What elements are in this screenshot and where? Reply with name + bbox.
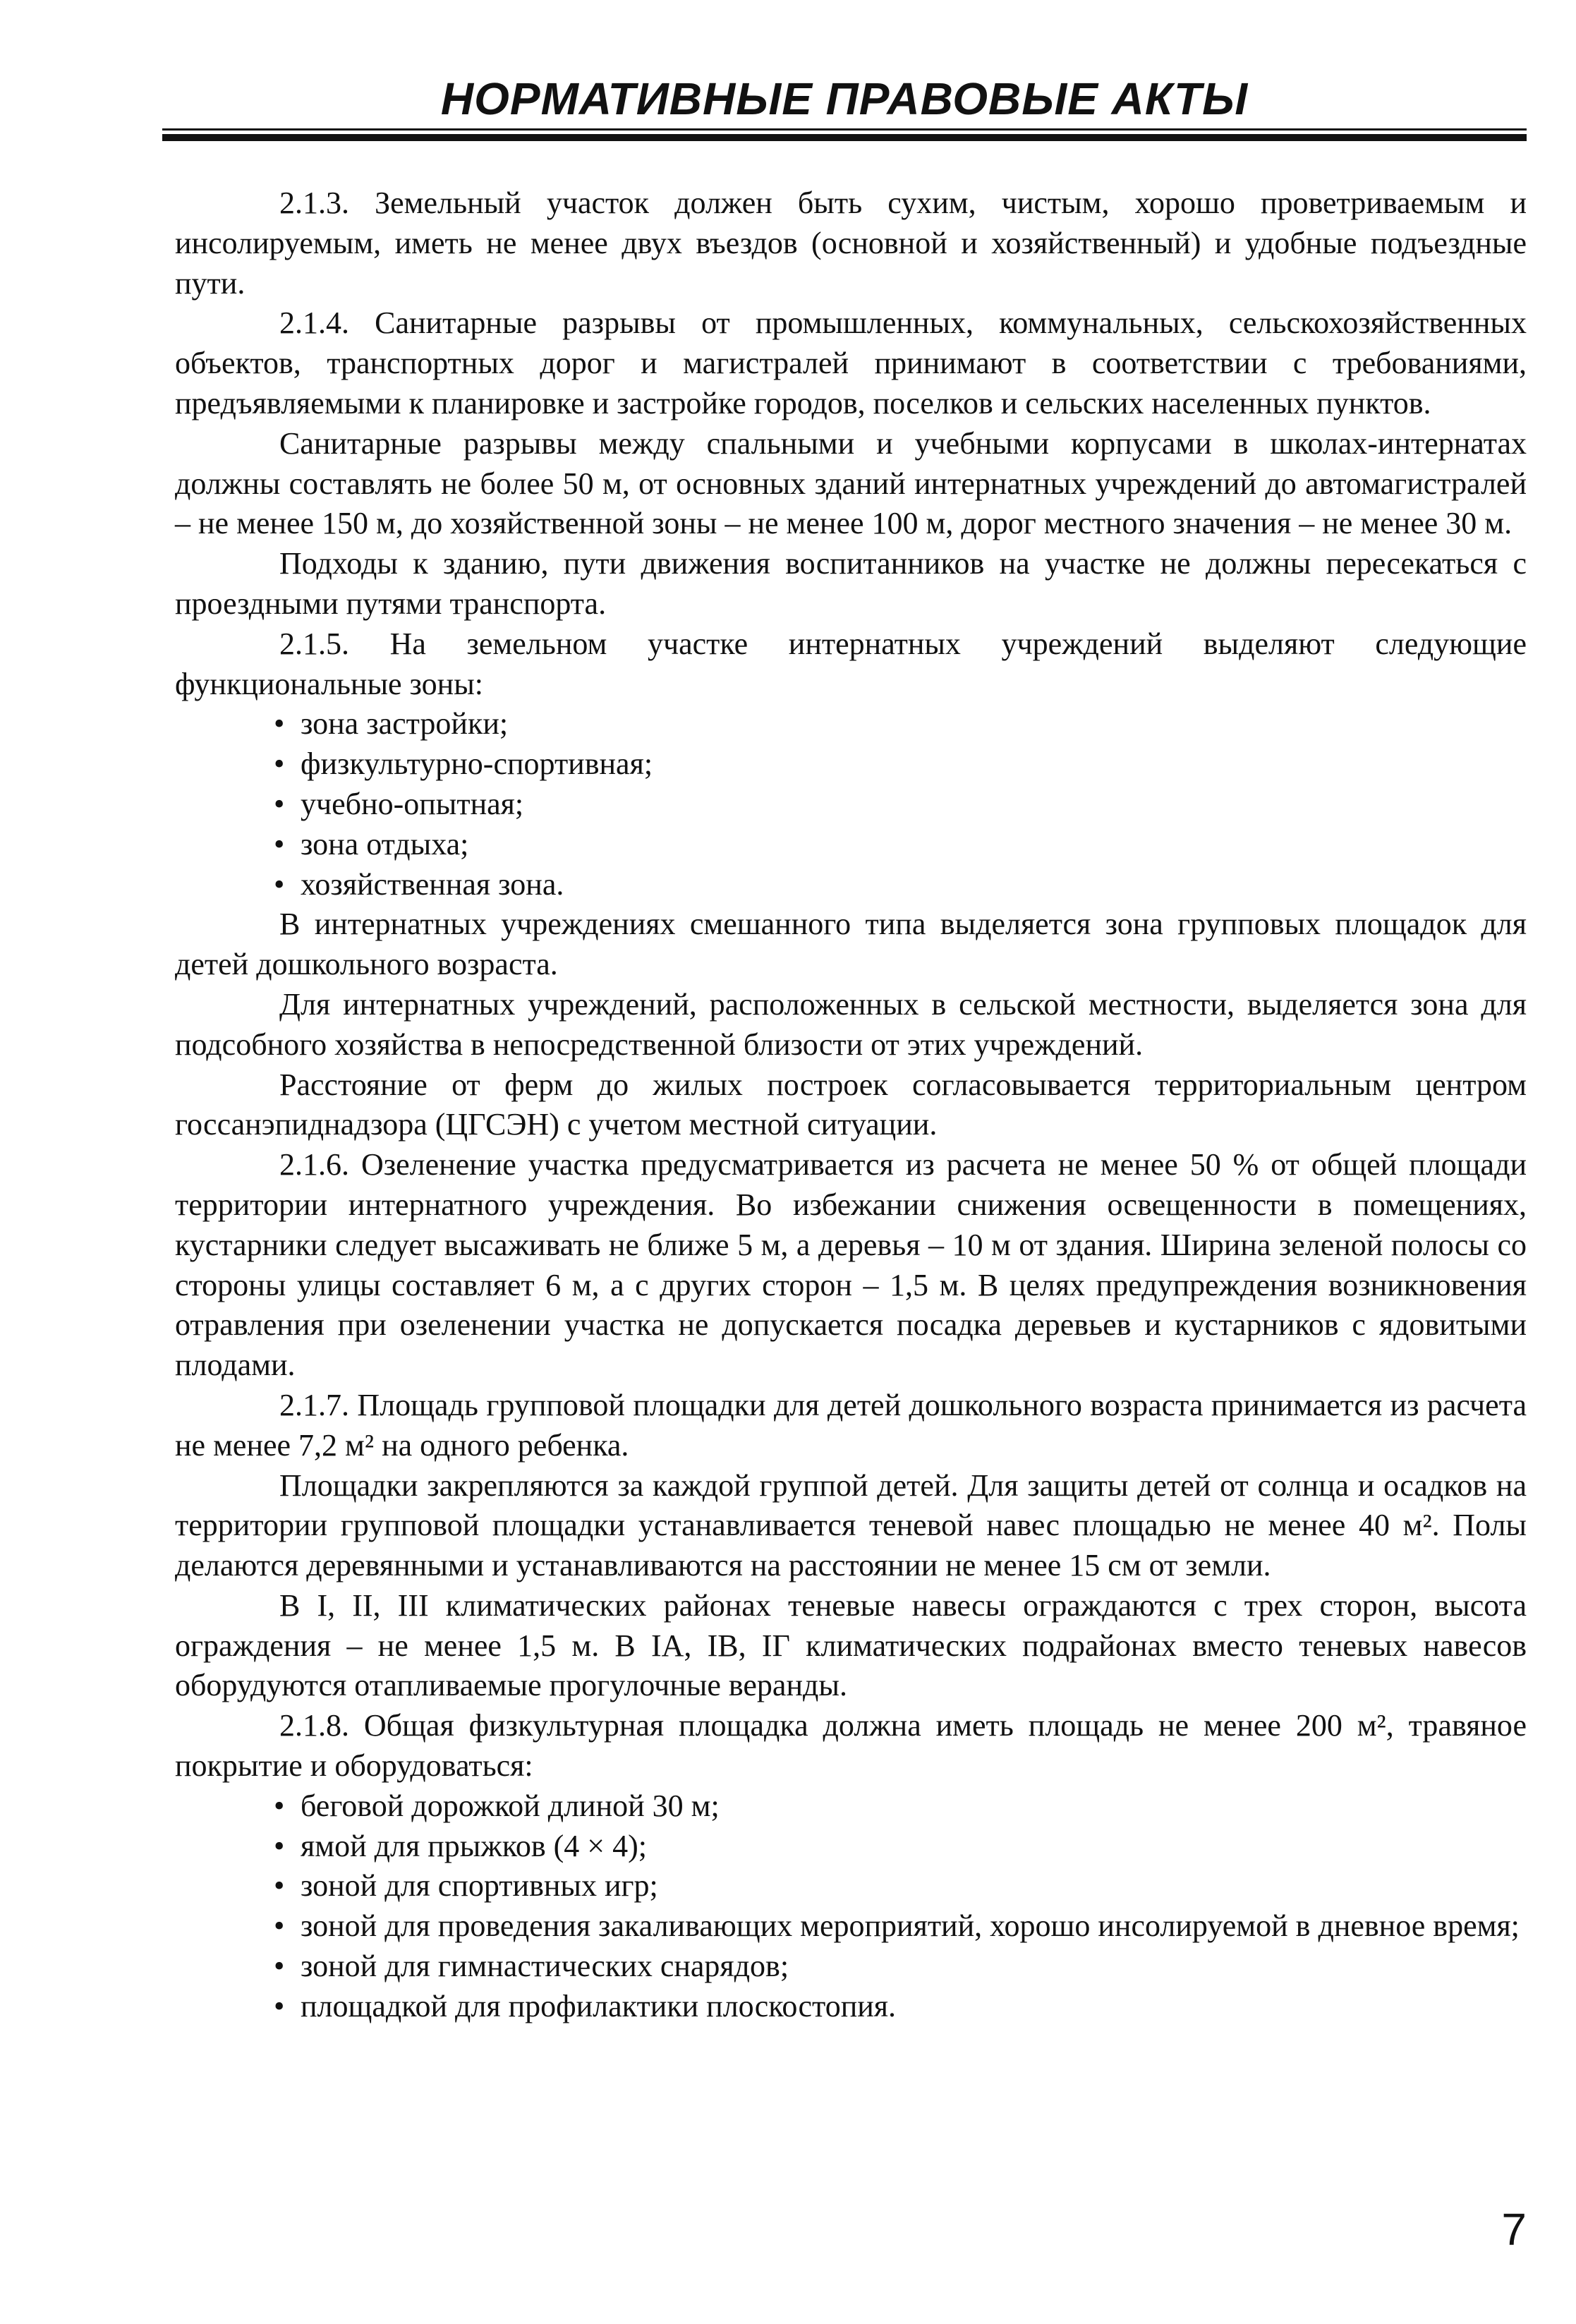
paragraph-playgrounds: Площадки закрепляются за каждой группой детей. Для защиты детей от солнца и осадков на территории групповой площадки устанавливается теневой навес площадью не менее 40 м². Полы делаются деревянными и устанавливаются на расстоянии не менее 15 см от земли. bbox=[175, 1467, 1527, 1583]
paragraph-2-1-5: 2.1.5. На земельном участке интернатных учреждений выделяют следующие функциональные зоны: bbox=[175, 626, 1527, 701]
paragraph-2-1-4: 2.1.4. Санитарные разрывы от промышленных, коммунальных, сельскохозяйственных объектов, транспортных дорог и магистралей принимают в соответствии с требованиями, предъявляемыми к планировке и застройке городов, поселков и сельских населенных пунктов. bbox=[175, 305, 1527, 420]
body-text bbox=[175, 183, 1527, 2027]
list-item-zone: • зона отдыха; bbox=[175, 825, 1527, 865]
paragraph-farms: Расстояние от ферм до жилых построек согласовывается территориальным центром госсанэпиднадзора (ЦГСЭН) с учетом местной ситуации. bbox=[175, 1067, 1527, 1142]
header-rule-thin bbox=[162, 128, 1527, 131]
header-rule-thick bbox=[162, 134, 1527, 141]
paragraph-2-1-7: 2.1.7. Площадь групповой площадки для детей дошкольного возраста принимается из расчета не менее 7,2 м² на одного ребенка. bbox=[175, 1387, 1527, 1463]
list-item-equipment: • ямой для прыжков (4 × 4); bbox=[175, 1827, 1527, 1867]
list-item-zone: • зона застройки; bbox=[175, 704, 1527, 744]
list-item-zone: • физкультурно-спортивная; bbox=[175, 744, 1527, 785]
paragraph-climate-regions: В I, II, III климатических районах теневые навесы ограждаются с трех сторон, высота ограждения – не менее 1,5 м. В IA, IB, IГ климатических подрайонах вместо теневых навесов оборудуются отапливаемые прогулочные веранды. bbox=[175, 1587, 1527, 1703]
page-number: 7 bbox=[1501, 2204, 1527, 2255]
list-item-zone: • учебно-опытная; bbox=[175, 785, 1527, 825]
paragraph-rural: Для интернатных учреждений, расположенных в сельской местности, выделяется зона для подсобного хозяйства в непосредственной близости от этих учреждений. bbox=[175, 986, 1527, 1062]
paragraph-2-1-8: 2.1.8. Общая физкультурная площадка должна иметь площадь не менее 200 м², травяное покрытие и оборудоваться: bbox=[175, 1708, 1527, 1784]
paragraph-2-1-6: 2.1.6. Озеленение участка предусматривается из расчета не менее 50 % от общей площади территории интернатного учреждения. Во избежании снижения освещенности в помещениях, кустарники следует высаживать не ближе 5 м, а деревья – 10 м от здания. Ширина зеленой полосы со стороны улицы составляет 6 м, а с других сторон – 1,5 м. В целях предупреждения возникновения отравления при озеленении участка не допускается посадка деревьев и кустарников с ядовитыми плодами. bbox=[175, 1147, 1527, 1383]
paragraph-sanitary-gaps: Санитарные разрывы между спальными и учебными корпусами в школах-интернатах должны составлять не более 50 м, от основных зданий интернатных учреждений до автомагистралей – не менее 150 м, до хозяйственной зоны – не менее 100 м, дорог местного значения – не менее 30 м. bbox=[175, 425, 1527, 541]
paragraph-mixed-type: В интернатных учреждениях смешанного типа выделяется зона групповых площадок для детей дошкольного возраста. bbox=[175, 907, 1527, 982]
list-item-equipment: • площадкой для профилактики плоскостопия. bbox=[175, 1987, 1527, 2027]
list-item-equipment: • зоной для проведения закаливающих мероприятий, хорошо инсолируемой в дневное время; bbox=[175, 1906, 1527, 1947]
paragraph-2-1-3: 2.1.3. Земельный участок должен быть сухим, чистым, хорошо проветриваемым и инсолируемым, иметь не менее двух въездов (основной и хозяйственный) и удобные подъездные пути. bbox=[175, 186, 1527, 301]
list-item-equipment: • беговой дорожкой длиной 30 м; bbox=[175, 1786, 1527, 1827]
list-item-equipment: • зоной для спортивных игр; bbox=[175, 1866, 1527, 1906]
running-header: НОРМАТИВНЫЕ ПРАВОВЫЕ АКТЫ bbox=[440, 73, 1249, 124]
paragraph-approaches: Подходы к зданию, пути движения воспитанников на участке не должны пересекаться с проездными путями транспорта. bbox=[175, 546, 1527, 621]
list-item-zone: • хозяйственная зона. bbox=[175, 865, 1527, 905]
list-item-equipment: • зоной для гимнастических снарядов; bbox=[175, 1947, 1527, 1987]
